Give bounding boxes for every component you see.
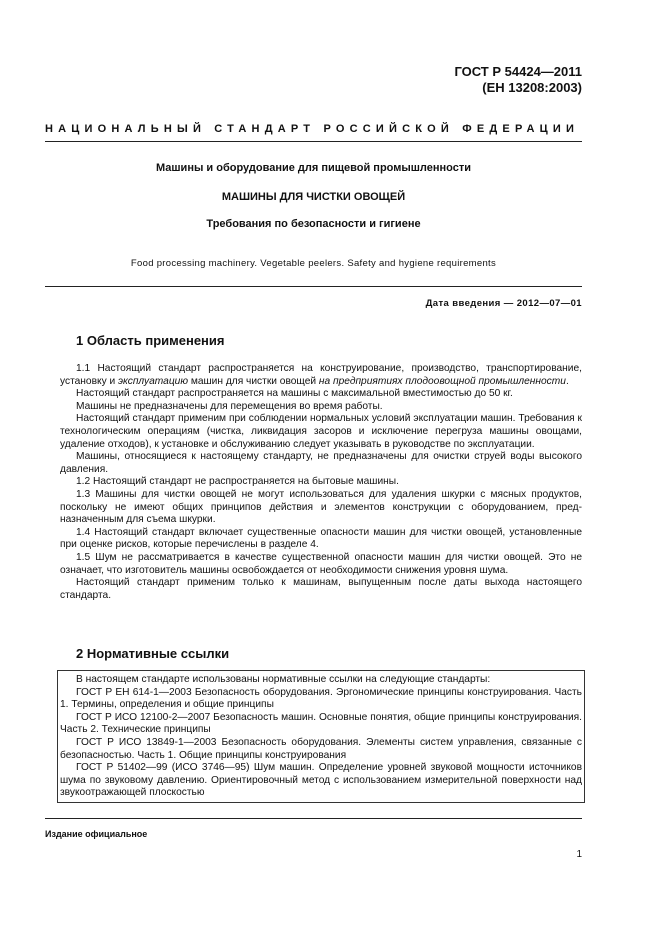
header-rule bbox=[45, 141, 582, 142]
standard-code bbox=[454, 64, 582, 96]
paragraph-1-5: 1.5 Шум не рассматривается в качестве существенной опасности машин для чистки овощей. Это не означает, что изготовитель машины освобождается от необходимости снижения уровня шума. bbox=[60, 551, 582, 576]
title-sub: Требования по безопасности и гигиене bbox=[206, 218, 421, 230]
reference-item: ГОСТ Р ИСО 13849-1—2003 Безопасность оборудования. Элементы систем управления, связанные с безопасностью. Часть 1. Общие принципы конструирования bbox=[60, 736, 582, 761]
reference-item: ГОСТ Р ЕН 614-1—2003 Безопасность оборудования. Эргономические принципы конструирования. Часть 1. Термины, определения и общие принципы bbox=[60, 686, 582, 711]
references-intro: В настоящем стандарте использованы нормативные ссылки на следующие стандарты: bbox=[76, 674, 491, 685]
paragraph-1-2: 1.2 Настоящий стандарт не распространяется на бытовые машины. bbox=[76, 476, 399, 488]
paragraph-1-4: 1.4 Настоящий стандарт включает существенные опасности машин для чистки овощей, установленные при оценке рисков, которые перечислены в разделе 4. bbox=[60, 526, 582, 551]
title-rule bbox=[45, 286, 582, 287]
paragraph: Настоящий стандарт применим при соблюдении нормальных условий эксплуатации машин. Требования к технологическим операциям (чистка, ликвидация засоров и исключение перегруза машины овощами, удаление отходов), к установке и обслуживанию следует указывать в руководстве по эксплуатации. bbox=[60, 413, 582, 450]
paragraph: Машины, относящиеся к настоящему стандарту, не предназначены для очистки струей воды высокого давления. bbox=[60, 451, 582, 475]
reference-item: ГОСТ Р 51402—99 (ИСО 3746—95) Шум машин. Определение уровней звуковой мощности источников шума по звуковому давлению. Ориентировочный метод с использованием измерительной поверхности над звукоотражающей плоскостью bbox=[60, 762, 582, 799]
section-2-body bbox=[60, 674, 582, 800]
paragraph-1-3: 1.3 Машины для чистки овощей не могут использоваться для удаления шкурки с мясных продуктов, поскольку не имеют общих принципов действия и элементов конструкции с оборудованием, предназначенным для съема шкурки. bbox=[60, 488, 582, 526]
paragraph: Настоящий стандарт распространяется на машины с максимальной вместимостью до 50 кг. bbox=[76, 388, 513, 400]
reference-item: ГОСТ Р ИСО 12100-2—2007 Безопасность машин. Основные понятия, общие принципы конструирования. Часть 2. Технические принципы bbox=[60, 711, 582, 736]
edition-label: Издание официальное bbox=[45, 829, 148, 839]
title-english: Food processing machinery. Vegetable peelers. Safety and hygiene requirements bbox=[130, 258, 497, 269]
section-1-title: 1 Область применения bbox=[76, 333, 225, 348]
section-2-title: 2 Нормативные ссылки bbox=[76, 646, 230, 661]
page-number: 1 bbox=[576, 849, 582, 860]
paragraph-1-1: 1.1 Настоящий стандарт распространяется на конструирование, производство, транспортирование, установку и эксплуатацию машин для чистки овощей на предприятиях плодоовощной промышленности. bbox=[60, 363, 582, 387]
section-1-body bbox=[60, 363, 582, 602]
standard-number: ГОСТ Р 54424—2011 bbox=[454, 64, 582, 79]
introduction-date: Дата введения — 2012—07—01 bbox=[425, 298, 582, 309]
national-standard-heading: НАЦИОНАЛЬНЫЙ СТАНДАРТ РОССИЙСКОЙ ФЕДЕРАЦИИ bbox=[45, 123, 580, 135]
title-main: МАШИНЫ ДЛЯ ЧИСТКИ ОВОЩЕЙ bbox=[221, 191, 406, 203]
title-group: Машины и оборудование для пищевой промышленности bbox=[155, 162, 472, 174]
standard-equivalent: (ЕН 13208:2003) bbox=[482, 80, 582, 95]
paragraph: Настоящий стандарт применим только к машинам, выпущенным после даты выхода настоящего стандарта. bbox=[60, 577, 582, 601]
footer-rule bbox=[45, 818, 582, 819]
paragraph: Машины не предназначены для перемещения во время работы. bbox=[76, 400, 383, 412]
